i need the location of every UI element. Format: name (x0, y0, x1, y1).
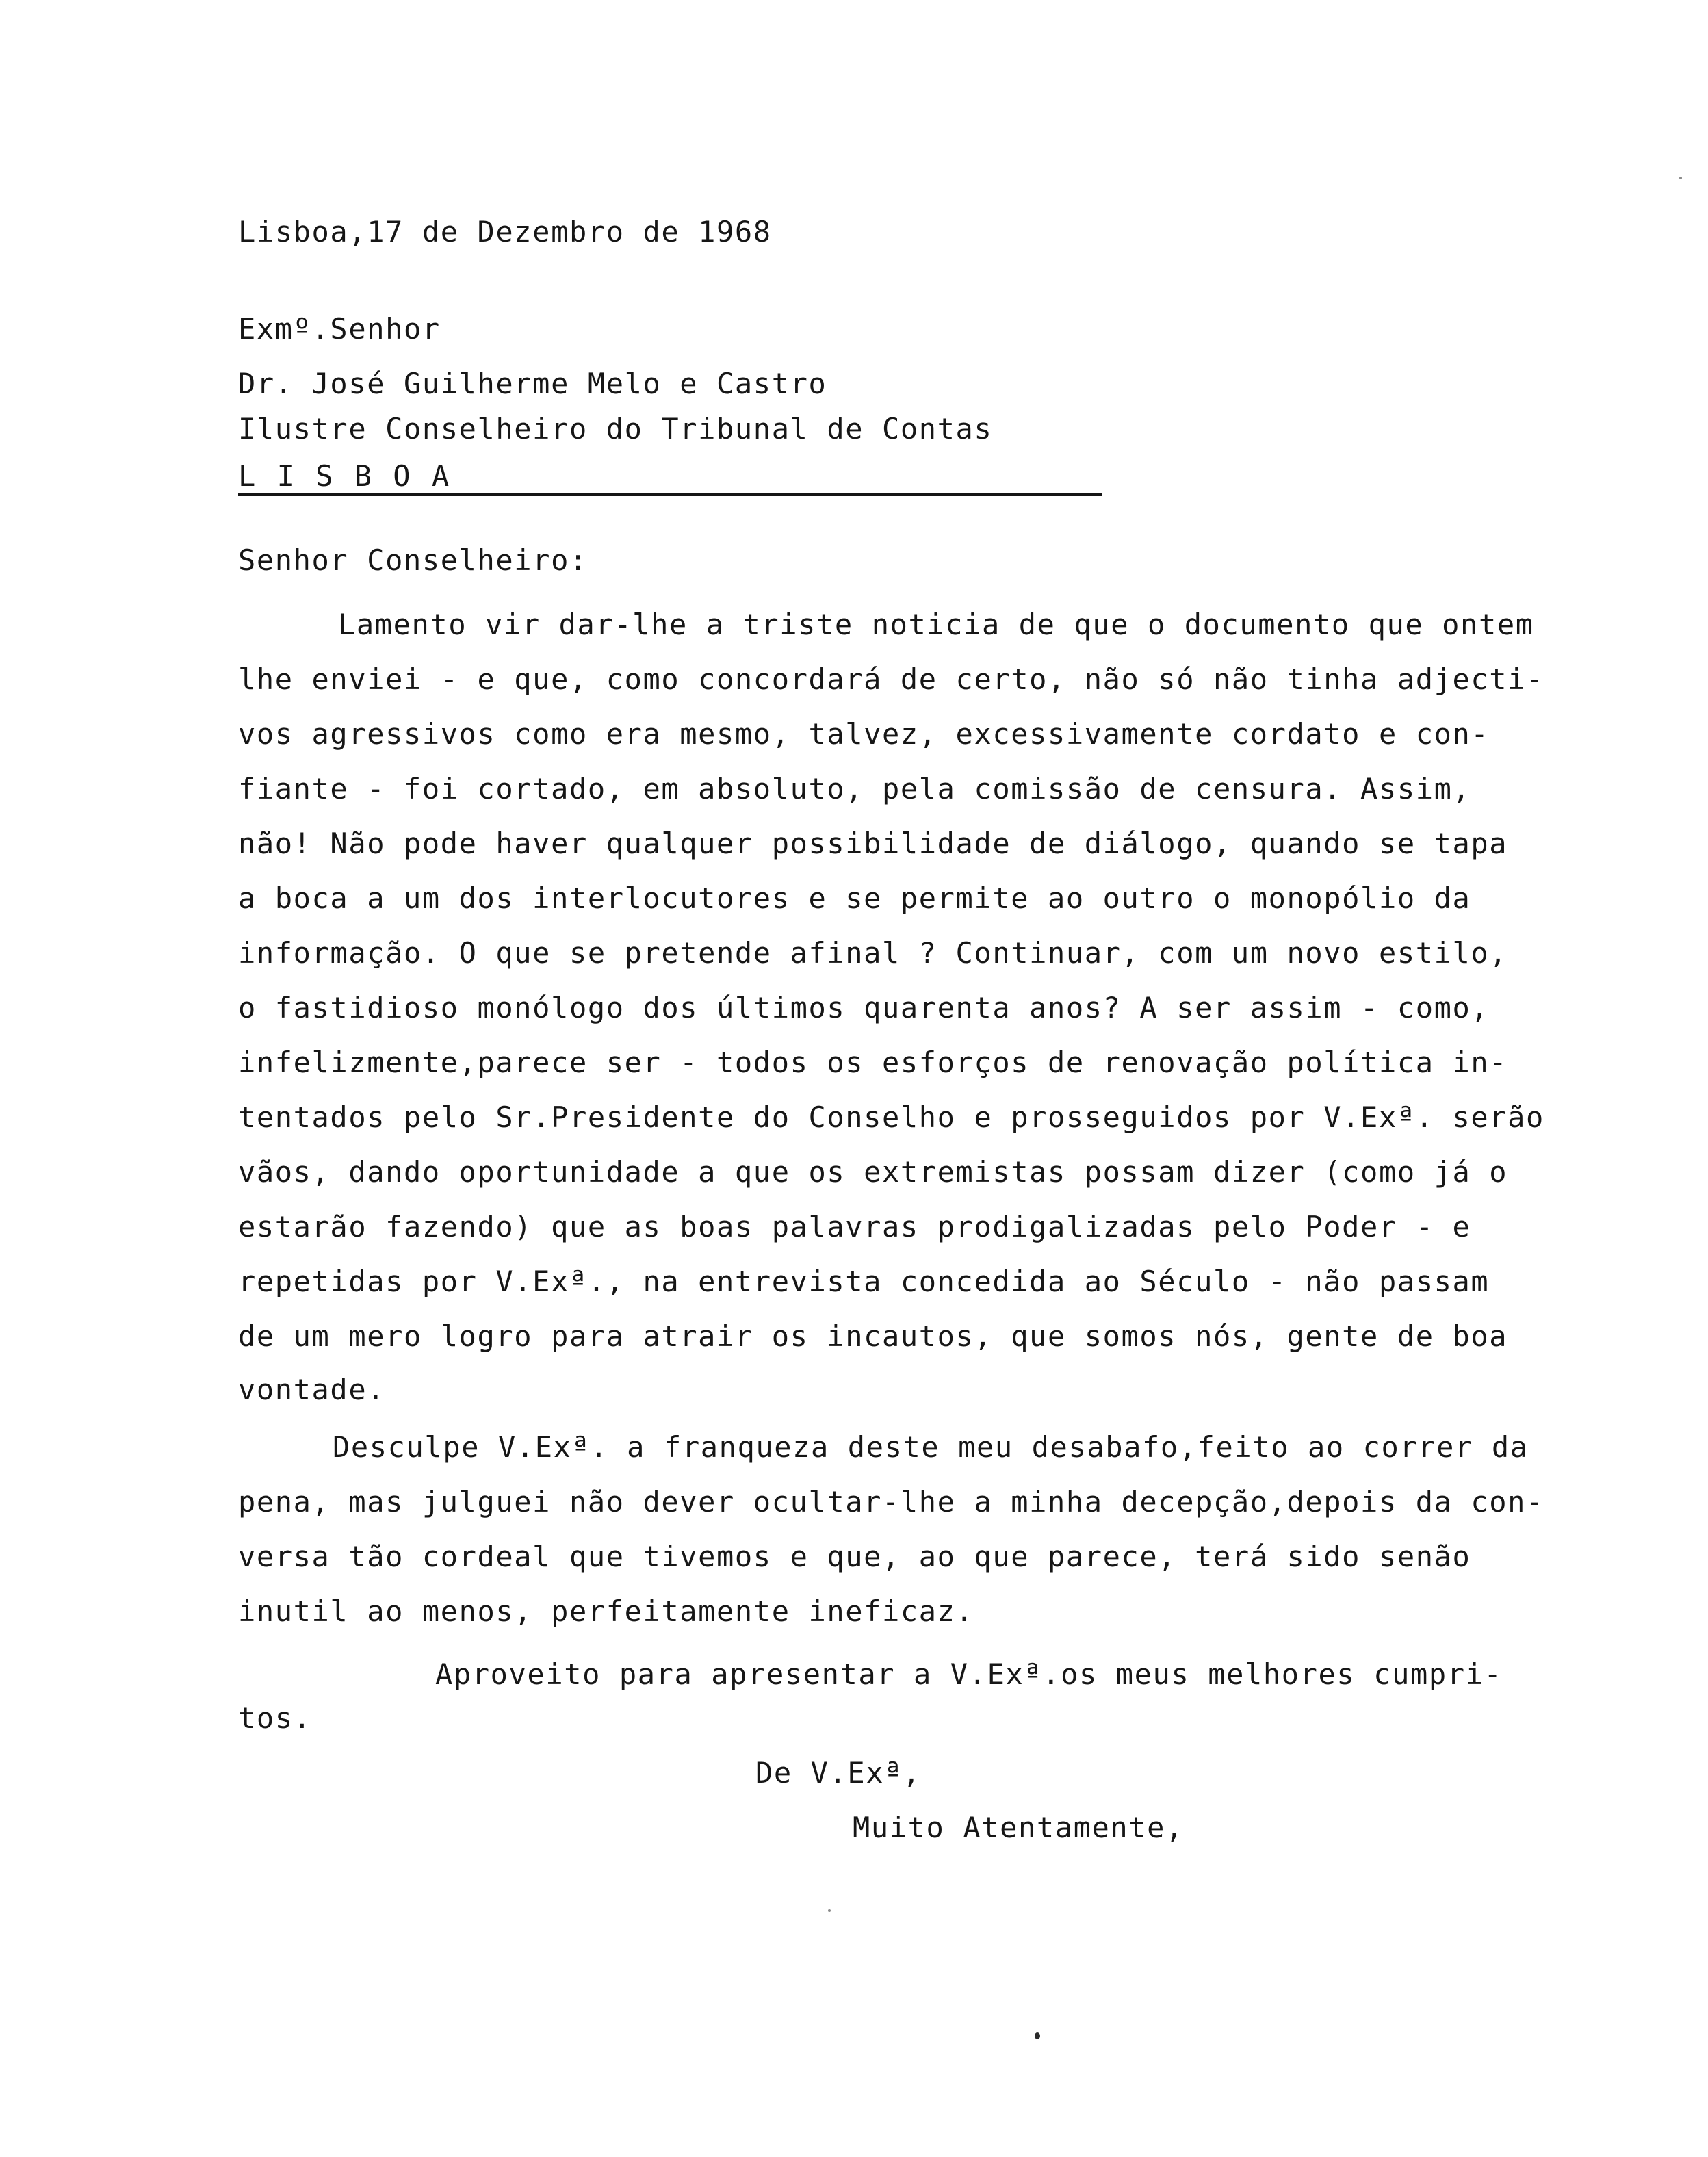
body-line: não! Não pode haver qualquer possibilidade de diálogo, quando se tapa (238, 827, 1508, 860)
body-line: a boca a um dos interlocutores e se permite ao outro o monopólio da (238, 881, 1471, 915)
body-line: vos agressivos como era mesmo, talvez, excessivamente cordato e con- (238, 717, 1490, 751)
body-line: lhe enviei - e que, como concordará de certo, não só não tinha adjecti- (238, 662, 1544, 696)
closing-signoff: Muito Atentamente, (853, 1811, 1184, 1844)
body-line: fiante - foi cortado, em absoluto, pela comissão de censura. Assim, (238, 772, 1471, 805)
address-underline (238, 493, 1102, 496)
salutation-title: Exmº.Senhor (238, 312, 441, 346)
body-line: estarão fazendo) que as boas palavras prodigalizadas pelo Poder - e (238, 1210, 1471, 1243)
paper-speck (1035, 2032, 1040, 2039)
body-line: o fastidioso monólogo dos últimos quarenta anos? A ser assim - como, (238, 991, 1490, 1024)
body-line: repetidas por V.Exª., na entrevista concedida ao Século - não passam (238, 1265, 1490, 1298)
body-line: tentados pelo Sr.Presidente do Conselho e prosseguidos por V.Exª. serão (238, 1100, 1544, 1134)
closing-line: De V.Exª, (755, 1756, 921, 1790)
body-line: informação. O que se pretende afinal ? Continuar, com um novo estilo, (238, 936, 1508, 970)
greeting: Senhor Conselheiro: (238, 543, 588, 577)
body-line: pena, mas julguei não dever ocultar-lhe a minha decepção,depois da con- (238, 1485, 1544, 1519)
body-line: versa tão cordeal que tivemos e que, ao que parece, terá sido senão (238, 1540, 1471, 1573)
paper-speck (828, 1909, 831, 1912)
body-line: Lamento vir dar-lhe a triste noticia de que o documento que ontem (338, 608, 1534, 641)
body-line: Desculpe V.Exª. a franqueza deste meu desabafo,feito ao correr da (333, 1430, 1529, 1464)
paper-speck (1679, 177, 1682, 179)
recipient-name: Dr. José Guilherme Melo e Castro (238, 367, 827, 400)
body-line: vãos, dando oportunidade a que os extremistas possam dizer (como já o (238, 1155, 1508, 1189)
recipient-role: Ilustre Conselheiro do Tribunal de Contas (238, 412, 993, 445)
body-line: infelizmente,parece ser - todos os esforços de renovação política in- (238, 1046, 1508, 1079)
body-line: de um mero logro para atrair os incautos, que somos nós, gente de boa (238, 1319, 1508, 1353)
body-line: Aproveito para apresentar a V.Exª.os meus melhores cumpri- (435, 1657, 1503, 1691)
body-line: inutil ao menos, perfeitamente ineficaz. (238, 1594, 974, 1628)
letter-date: Lisboa,17 de Dezembro de 1968 (238, 215, 772, 248)
body-line: vontade. (238, 1373, 386, 1406)
recipient-city: L I S B O A (238, 459, 452, 493)
body-line: tos. (238, 1701, 312, 1735)
